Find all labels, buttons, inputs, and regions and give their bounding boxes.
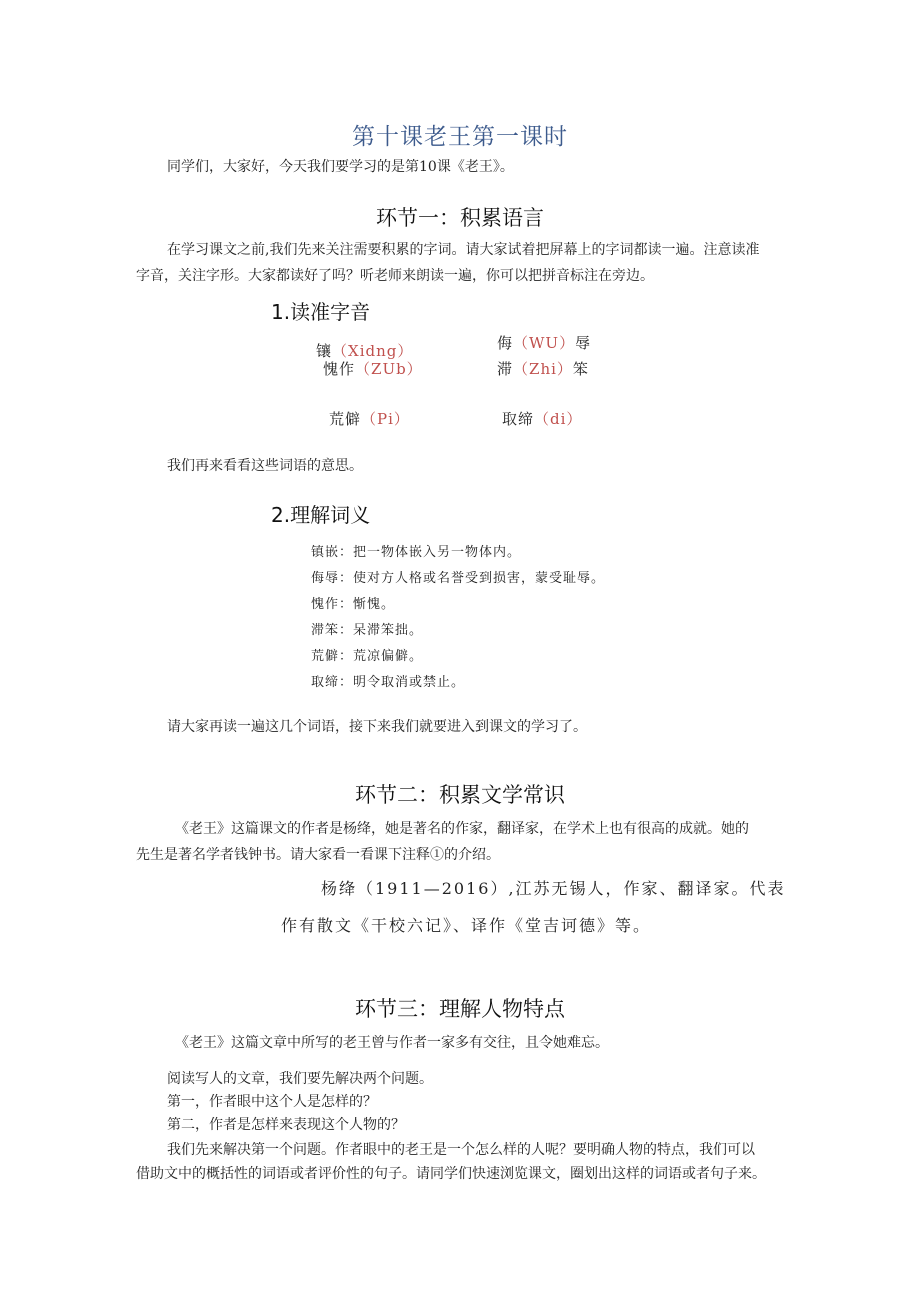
section3-line-b: 第一，作者眼中这个人是怎样的？ [167, 1094, 377, 1110]
word-pinyin: （Pi） [361, 410, 410, 428]
section2-para-line1: 《老王》这篇课文的作者是杨绛，她是著名的作家，翻译家，在学术上也有很高的成就。她的 [175, 821, 749, 837]
transition-text: 我们再来看看这些词语的意思。 [167, 458, 363, 474]
intro-text: 同学们，大家好，今天我们要学习的是第10课《老王》。 [167, 159, 514, 175]
section3-para1: 《老王》这篇文章中所写的老王曾与作者一家多有交往，且令她难忘。 [175, 1035, 609, 1051]
word-pinyin: （ZUb） [355, 360, 423, 378]
word-char: 愧作 [323, 360, 356, 378]
subheading-pronunciation: 1.读准字音 [271, 300, 371, 324]
section1-para-line2: 字音，关注字形。大家都读好了吗？听老师来朗读一遍，你可以把拼音标注在旁边。 [136, 268, 654, 284]
word-suffix: 笨 [572, 360, 589, 378]
definition-item: 荒僻：荒凉偏僻。 [311, 649, 424, 664]
section3-line-a: 阅读写人的文章，我们要先解决两个问题。 [167, 1071, 433, 1087]
definition-item: 侮辱：使对方人格或名誉受到损害，蒙受耻辱。 [311, 571, 606, 586]
section3-para2-line2: 借助文中的概括性的词语或者评价性的句子。请同学们快速浏览课文，圈划出这样的词语或者句子来。 [136, 1166, 766, 1182]
section3-para2-line1: 我们先来解决第一个问题。作者眼中的老王是一个怎么样的人呢？要明确人物的特点，我们可以 [167, 1142, 755, 1158]
word-item [497, 332, 591, 353]
word-item [323, 358, 423, 379]
page-title: 第十课老王第一课时 [352, 124, 568, 150]
section2-para-line2: 先生是著名学者钱钟书。请大家看一看课下注释①的介绍。 [136, 847, 500, 863]
word-suffix: 辱 [575, 334, 592, 352]
footnote-line2: 作有散文《干校六记》、译作《堂吉诃德》等。 [281, 916, 652, 935]
word-pinyin: （di） [534, 410, 583, 428]
word-pinyin: （Xidng） [332, 342, 414, 360]
footnote-line1: 杨绛（1911—2016）,江苏无锡人，作家、翻译家。代表 [321, 879, 786, 898]
definition-item: 取缔：明令取消或禁止。 [311, 675, 466, 690]
section1-heading: 环节一：积累语言 [376, 206, 544, 230]
word-char: 侮 [497, 334, 514, 352]
word-pinyin: （Zhi） [513, 360, 573, 378]
section1-para-line1: 在学习课文之前,我们先来关注需要积累的字词。请大家试着把屏幕上的字词都读一遍。注意读准 [167, 242, 760, 258]
section3-heading: 环节三：理解人物特点 [355, 997, 565, 1021]
section3-line-c: 第二，作者是怎样来表现这个人物的？ [167, 1117, 405, 1133]
word-pinyin: （WU） [513, 334, 576, 352]
word-char: 取缔 [502, 410, 535, 428]
definition-item: 滞笨：呆滞笨拙。 [311, 623, 424, 638]
word-item [502, 408, 582, 429]
word-item [329, 408, 410, 429]
word-char: 滞 [497, 360, 514, 378]
definition-item: 镇嵌：把一物体嵌入另一物体内。 [311, 545, 522, 560]
subheading-meaning: 2.理解词义 [271, 503, 371, 527]
closing-text: 请大家再读一遍这几个词语，接下来我们就要进入到课文的学习了。 [167, 719, 587, 735]
word-item [497, 358, 589, 379]
definition-item: 愧作：惭愧。 [311, 597, 396, 612]
word-char: 荒僻 [329, 410, 362, 428]
word-char: 镶 [316, 342, 333, 360]
section2-heading: 环节二：积累文学常识 [355, 783, 565, 807]
